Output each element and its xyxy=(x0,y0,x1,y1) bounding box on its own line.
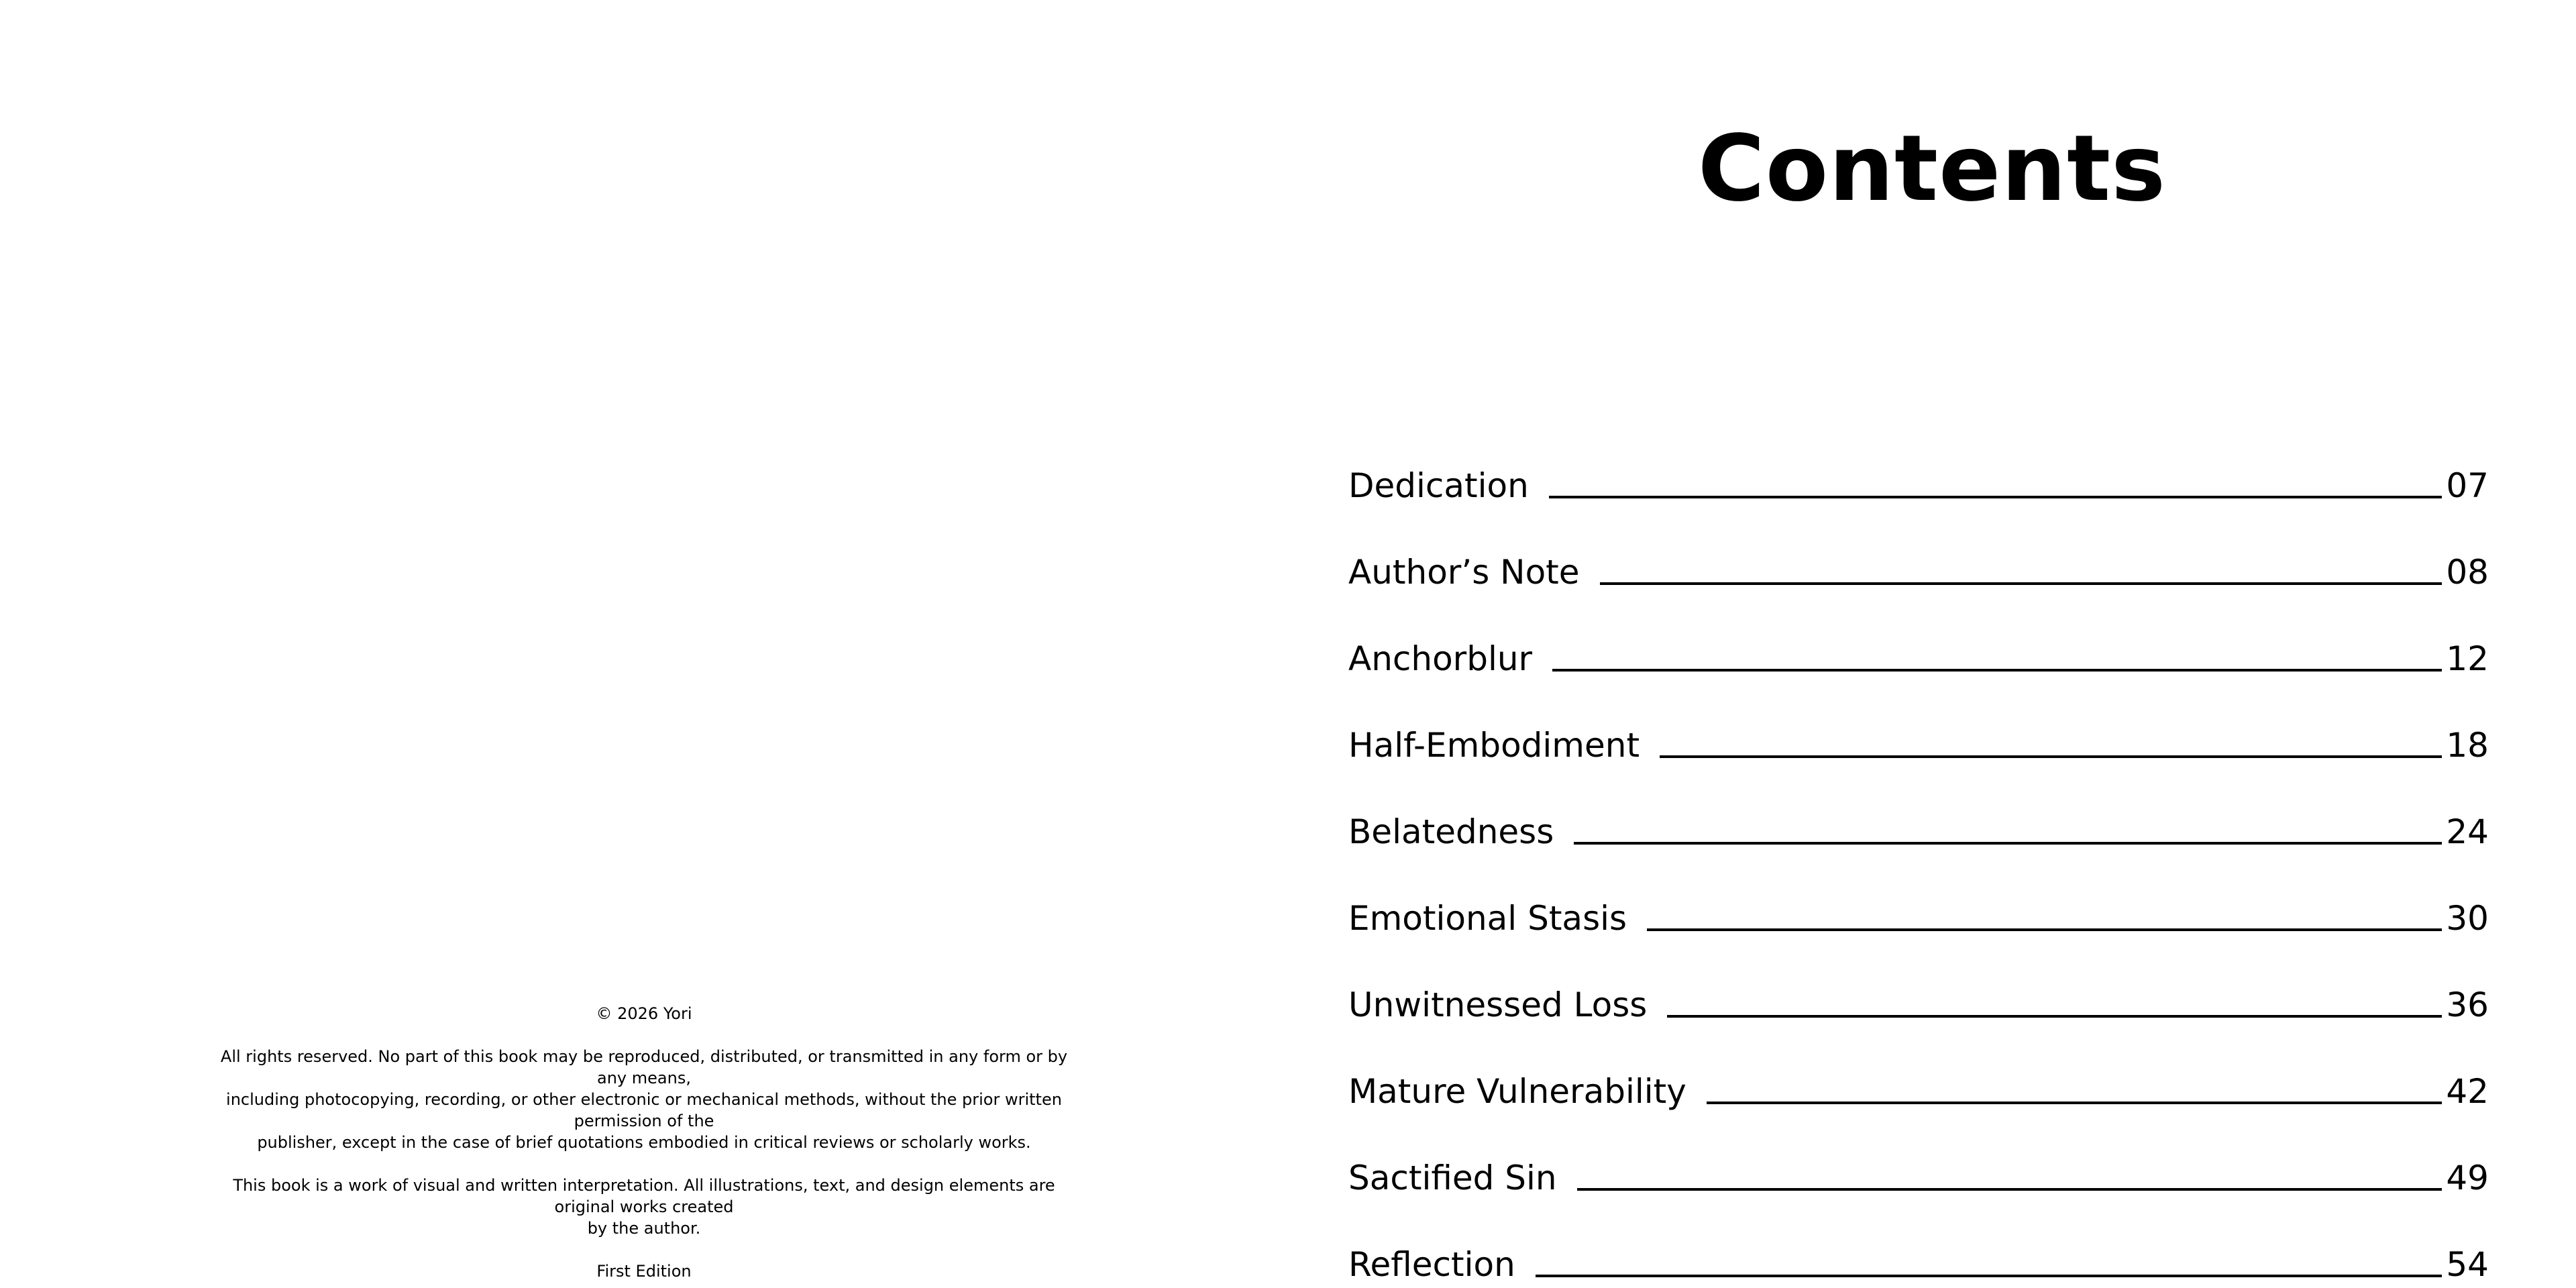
toc-leader-line xyxy=(1660,755,2442,758)
toc-entry-half-embodiment[interactable] xyxy=(1348,682,2489,769)
toc-entry-reflection[interactable] xyxy=(1348,1201,2489,1288)
toc-page-number: 12 xyxy=(2446,639,2489,678)
toc-leader-line xyxy=(1574,842,2442,845)
toc-entry-unwitnessed-loss[interactable] xyxy=(1348,942,2489,1028)
toc-page-number: 30 xyxy=(2446,899,2489,938)
toc-page-number: 42 xyxy=(2446,1072,2489,1111)
toc-leader-line xyxy=(1647,928,2442,931)
copyright-line: © 2026 Yori xyxy=(596,1004,692,1023)
toc-entry-label: Reflection xyxy=(1348,1245,1515,1284)
contents-page xyxy=(1288,0,2576,1288)
copyright-block xyxy=(215,1003,1073,1282)
toc-entry-authors-note[interactable] xyxy=(1348,509,2489,596)
interpretation-line: This book is a work of visual and written interpretation. All illustrations, text, and design elements are original works created xyxy=(233,1176,1055,1216)
toc-page-number: 07 xyxy=(2446,466,2489,505)
toc-entry-label: Unwitnessed Loss xyxy=(1348,985,1648,1024)
toc-leader-line xyxy=(1552,669,2442,672)
interpretation-paragraph xyxy=(215,1175,1073,1239)
toc-leader-line xyxy=(1667,1015,2442,1018)
table-of-contents xyxy=(1348,423,2489,1288)
toc-leader-line xyxy=(1577,1188,2443,1191)
toc-entry-sactified-sin[interactable] xyxy=(1348,1115,2489,1201)
toc-leader-line xyxy=(1549,496,2443,498)
toc-page-number: 49 xyxy=(2446,1159,2489,1197)
toc-page-number: 54 xyxy=(2446,1245,2489,1284)
toc-entry-mature-vulnerability[interactable] xyxy=(1348,1028,2489,1115)
toc-entry-belatedness[interactable] xyxy=(1348,769,2489,855)
toc-entry-emotional-stasis[interactable] xyxy=(1348,855,2489,942)
toc-entry-label: Anchorblur xyxy=(1348,639,1533,678)
toc-leader-line xyxy=(1707,1102,2443,1104)
toc-entry-dedication[interactable] xyxy=(1348,423,2489,509)
rights-line: including photocopying, recording, or other electronic or mechanical methods, without the prior written permission of the xyxy=(226,1090,1062,1130)
page-title: Contents xyxy=(1697,116,2167,222)
interpretation-line: by the author. xyxy=(587,1219,701,1238)
toc-page-number: 36 xyxy=(2446,985,2489,1024)
rights-line: All rights reserved. No part of this book may be reproduced, distributed, or transmitted in any form or by any means, xyxy=(220,1047,1068,1087)
toc-entry-label: Mature Vulnerability xyxy=(1348,1072,1686,1111)
toc-page-number: 08 xyxy=(2446,553,2489,592)
toc-entry-label: Belatedness xyxy=(1348,812,1554,851)
toc-entry-label: Author’s Note xyxy=(1348,553,1580,592)
toc-entry-label: Sactified Sin xyxy=(1348,1159,1557,1197)
toc-entry-anchorblur[interactable] xyxy=(1348,596,2489,682)
rights-paragraph xyxy=(215,1046,1073,1153)
toc-entry-label: Emotional Stasis xyxy=(1348,899,1627,938)
edition-line: First Edition xyxy=(596,1262,692,1281)
toc-entry-label: Half-Embodiment xyxy=(1348,726,1640,765)
toc-page-number: 24 xyxy=(2446,812,2489,851)
rights-line: publisher, except in the case of brief quotations embodied in critical reviews or scholarly works. xyxy=(257,1133,1031,1152)
toc-entry-label: Dedication xyxy=(1348,466,1529,505)
toc-leader-line xyxy=(1536,1275,2443,1277)
toc-leader-line xyxy=(1600,582,2443,585)
toc-page-number: 18 xyxy=(2446,726,2489,765)
